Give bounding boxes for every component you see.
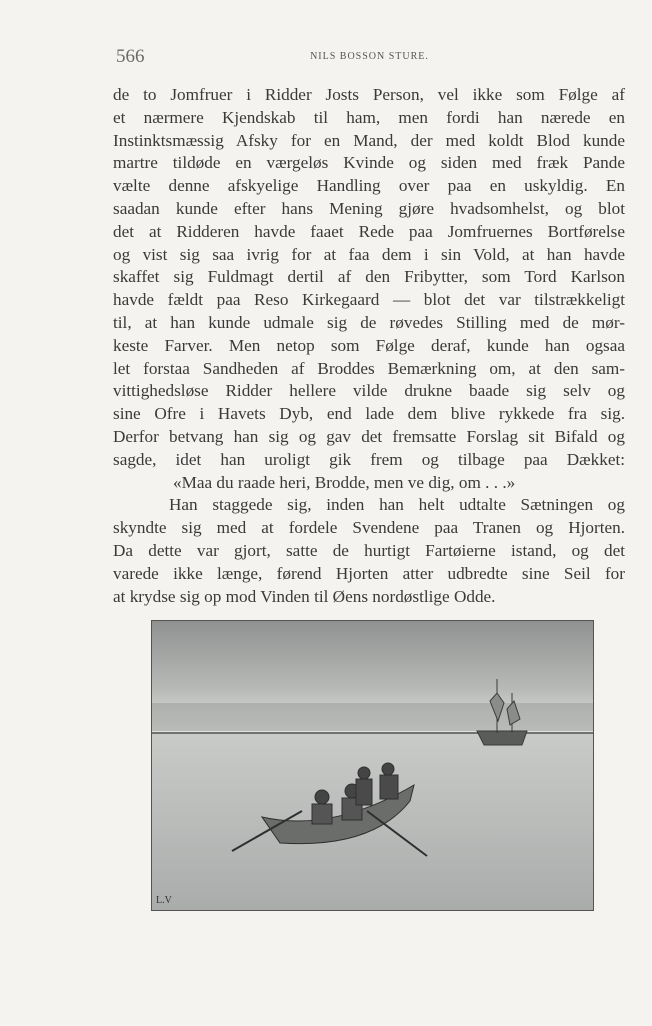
illustration-rowboat-and-ship xyxy=(151,620,594,911)
quote-line: «Maa du raade heri, Brodde, men ve dig, om . . .» xyxy=(173,472,516,492)
body-text xyxy=(113,84,625,608)
artist-signature: L.V xyxy=(156,895,172,906)
text-line: sagde, idet han uroligt gik frem og tilbage paa Dækket: xyxy=(113,449,625,469)
text-line: og vist sig saa ivrig for at faa dem i sin Vold, at han havde xyxy=(113,244,625,264)
text-line: let forstaa Sandheden af Broddes Bemærkning om, at den sam- xyxy=(113,358,625,378)
text-line: de to Jomfruer i Ridder Josts Person, vel ikke som Følge af xyxy=(113,85,625,104)
text-line: sine Ofre i Havets Dyb, end lade dem blive rykkede fra sig. xyxy=(113,404,625,424)
text-line: saadan kunde efter hans Mening gjøre hvadsomhelst, og blot xyxy=(113,198,625,218)
cloud-band xyxy=(152,703,593,731)
text-line: varede ikke længe, førend Hjorten atter udbredte sine Seil for xyxy=(113,563,625,583)
text-line: vælte denne afskyelige Handling over paa en uskyldig. En xyxy=(113,176,625,196)
text-line: havde fældt paa Reso Kirkegaard — blot det var tilstrækkeligt xyxy=(113,290,625,310)
text-line: et nærmere Kjendskab til ham, men fordi han nærede en xyxy=(113,107,625,127)
text-line: vittighedsløse Ridder hellere vilde drukne baade sig selv og xyxy=(113,381,625,401)
text-line: Derfor betvang han sig og gav det fremsatte Forslag sit Bifald og xyxy=(113,426,625,446)
page-number: 566 xyxy=(116,46,145,67)
text-line: keste Farver. Men netop som Følge deraf, kunde han ogsaa xyxy=(113,335,625,355)
text-line: skyndte sig med at fordele Svendene paa Tranen og Hjorten. xyxy=(113,518,625,538)
text-line: til, at han kunde udmale sig de røvedes Stilling med de mør- xyxy=(113,312,625,332)
text-line: Instinktsmæssig Afsky for en Mand, der med koldt Blod kunde xyxy=(113,130,625,150)
page-header xyxy=(116,46,623,70)
text-line: Da dette var gjort, satte de hurtigt Fartøierne istand, og det xyxy=(113,540,625,560)
text-line: det at Ridderen havde faaet Rede paa Jomfruernes Bortførelse xyxy=(113,221,625,241)
text-line: Han staggede sig, inden han helt udtalte Sætningen og xyxy=(169,495,625,515)
running-head: NILS BOSSON STURE. xyxy=(310,51,429,62)
text-line: at krydse sig op mod Vinden til Øens nordøstlige Odde. xyxy=(113,586,496,606)
text-line: skaffet sig Fuldmagt dertil af den Fribytter, som Tord Karlson xyxy=(113,267,625,287)
text-line: martre tildøde en værgeløs Kvinde og siden med fræk Pande xyxy=(113,153,625,173)
